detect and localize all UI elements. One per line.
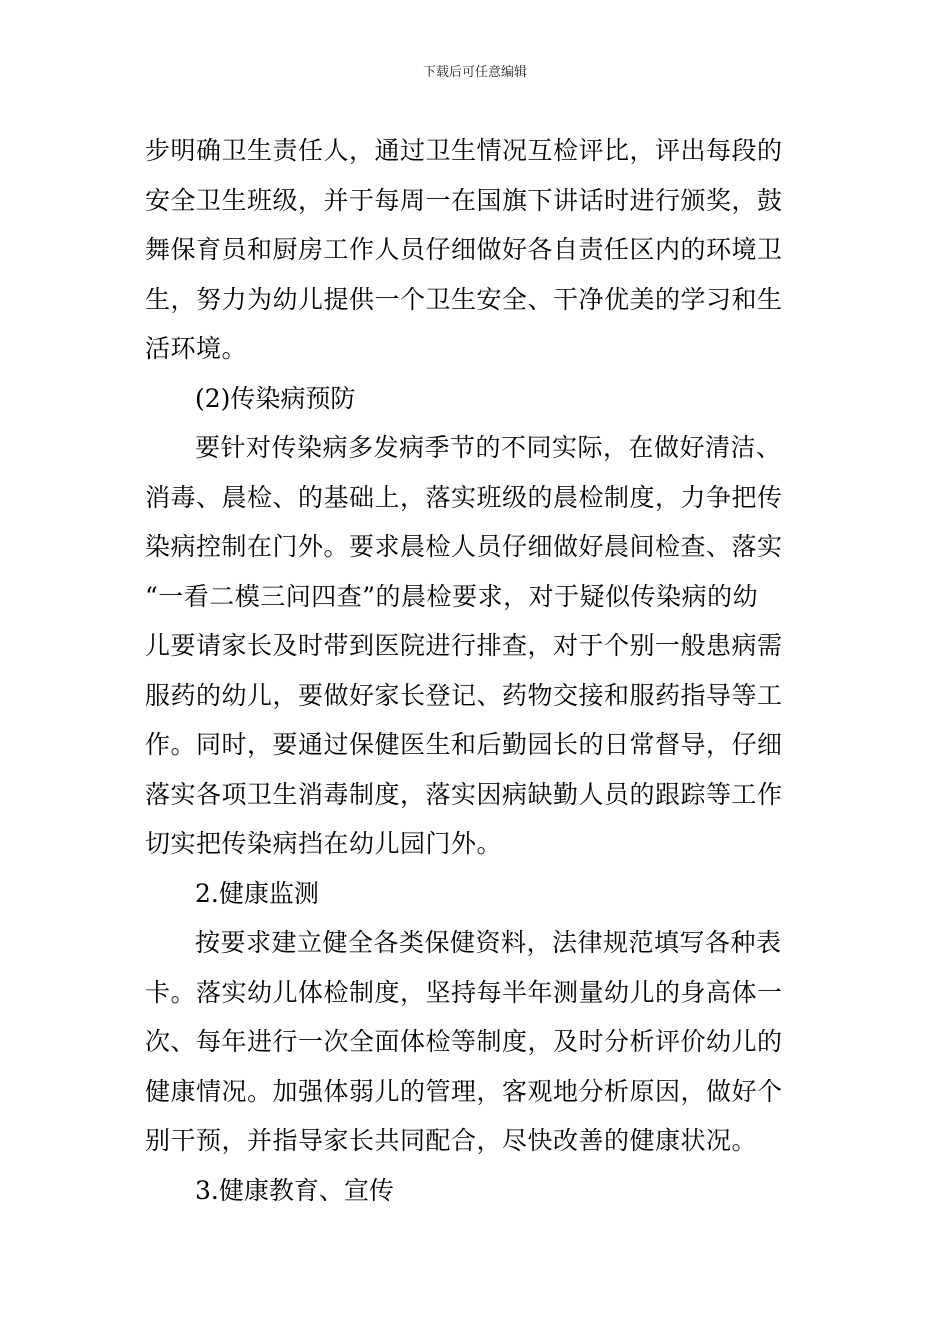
paragraph-first-line: 按要求建立健全各类保健资料，法律规范填写各种表 [195, 928, 782, 957]
text-line: 消毒、晨检、的基础上，落实班级的晨检制度，力争把传 [145, 482, 783, 512]
text-line: 生，努力为幼儿提供一个卫生安全、干净优美的学习和生 [145, 284, 783, 314]
text-line: 别干预，并指导家长共同配合，尽快改善的健康状况。 [145, 1126, 758, 1155]
paragraph-first-line: 要针对传染病多发病季节的不同实际，在做好清洁、 [195, 433, 782, 462]
text-line: 作。同时，要通过保健医生和后勤园长的日常督导，仔细 [145, 730, 783, 759]
text-line: 染病控制在门外。要求晨检人员仔细做好晨间检查、落实 [145, 532, 783, 561]
text-line: 落实各项卫生消毒制度，落实因病缺勤人员的跟踪等工作 [145, 779, 783, 809]
text-line: “一看二模三问四查”的晨检要求，对于疑似传染病的幼 [145, 581, 759, 611]
text-line: 安全卫生班级，并于每周一在国旗下讲话时进行颁奖，鼓 [145, 185, 783, 215]
text-line: 次、每年进行一次全面体检等制度，及时分析评价幼儿的 [145, 1027, 783, 1056]
text-line: 舞保育员和厨房工作人员仔细做好各自责任区内的环境卫 [145, 235, 783, 264]
text-line: 步明确卫生责任人，通过卫生情况互检评比，评出每段的 [145, 136, 783, 165]
text-line: 卡。落实幼儿体检制度，坚持每半年测量幼儿的身高体一 [145, 977, 783, 1007]
text-line: 切实把传染病挡在幼儿园门外。 [145, 829, 503, 858]
document-body [145, 126, 815, 1215]
section-heading: 3.健康教育、宣传 [195, 1175, 394, 1205]
section-heading: (2)传染病预防 [195, 383, 356, 413]
page-header: 下载后可任意编辑 [422, 65, 527, 80]
text-line: 儿要请家长及时带到医院进行排查，对于个别一般患病需 [145, 631, 783, 660]
text-line: 健康情况。加强体弱儿的管理，客观地分析原因，做好个 [145, 1076, 783, 1106]
text-line: 活环境。 [145, 334, 248, 363]
section-heading: 2.健康监测 [195, 878, 319, 908]
text-line: 服药的幼儿，要做好家长登记、药物交接和服药指导等工 [145, 680, 783, 710]
